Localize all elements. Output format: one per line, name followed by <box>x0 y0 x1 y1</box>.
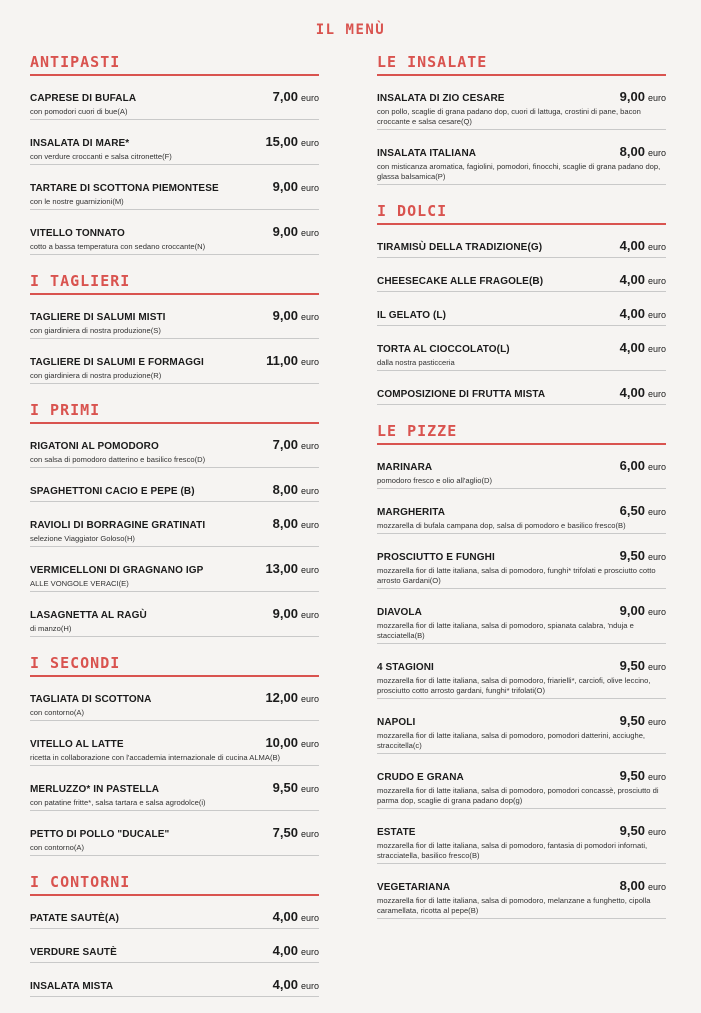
menu-item-name: NAPOLI <box>377 717 416 728</box>
menu-item-price-wrap <box>273 943 319 960</box>
menu-item-description: con patatine fritte*, salsa tartara e salsa agrodolce(i) <box>30 798 206 807</box>
menu-item-price-wrap <box>620 340 666 357</box>
menu-item-price-wrap <box>273 780 319 797</box>
menu-item-name: MARGHERITA <box>377 507 446 518</box>
menu-item-price-wrap <box>273 909 319 926</box>
menu-item <box>30 822 319 856</box>
menu-item <box>30 558 319 592</box>
menu-item-price: 9,00 <box>272 606 298 621</box>
menu-item <box>377 820 666 864</box>
menu-item <box>377 545 666 589</box>
currency-label: euro <box>647 389 666 399</box>
currency-label: euro <box>300 138 319 148</box>
menu-item <box>30 906 319 929</box>
menu-item <box>30 131 319 165</box>
menu-item-price-wrap <box>620 768 666 785</box>
currency-label: euro <box>647 607 666 617</box>
currency-label: euro <box>647 310 666 320</box>
menu-item-header <box>377 875 666 895</box>
menu-section-i-secondi <box>30 653 319 856</box>
menu-item-name: VERMICELLONI DI GRAGNANO IGP <box>30 565 204 576</box>
menu-item-header <box>30 434 319 454</box>
menu-item-name: PETTO DI POLLO "DUCALE" <box>30 829 170 840</box>
menu-item-header <box>377 765 666 785</box>
menu-item-description: con pollo, scaglie di grana padano dop, cuori di lattuga, crostini di pane, bacon croccante e salsa cesare(Q) <box>377 107 641 126</box>
menu-item-name: ESTATE <box>377 827 416 838</box>
menu-item-price-wrap <box>620 385 666 402</box>
menu-item-header <box>377 710 666 730</box>
menu-item-price-wrap <box>620 238 666 255</box>
menu-item-price: 13,00 <box>265 561 298 576</box>
menu-item-name: LASAGNETTA AL RAGÙ <box>30 610 147 621</box>
section-title: LE INSALATE <box>377 52 666 76</box>
section-title: I PRIMI <box>30 400 319 424</box>
menu-item-description: mozzarella fior di latte italiana, salsa di pomodoro, pomodori concassè, prosciutto di parma dop, scaglie di grana padano dop(g) <box>377 786 659 805</box>
currency-label: euro <box>300 981 319 991</box>
currency-label: euro <box>300 183 319 193</box>
currency-label: euro <box>647 462 666 472</box>
menu-item <box>30 603 319 637</box>
menu-item-description: pomodoro fresco e olio all'aglio(D) <box>377 476 492 485</box>
menu-item-price: 9,50 <box>619 823 645 838</box>
menu-item-price-wrap <box>620 823 666 840</box>
menu-item <box>377 141 666 185</box>
currency-label: euro <box>300 610 319 620</box>
menu-item-price-wrap <box>273 89 319 106</box>
menu-item-name: SPAGHETTONI CACIO E PEPE (B) <box>30 486 195 497</box>
menu-item-name: TORTA AL CIOCCOLATO(L) <box>377 344 510 355</box>
menu-item-name: RIGATONI AL POMODORO <box>30 441 159 452</box>
menu-item <box>30 479 319 502</box>
menu-item-header <box>377 303 666 323</box>
currency-label: euro <box>300 829 319 839</box>
section-title: I TAGLIERI <box>30 271 319 295</box>
menu-section-i-primi <box>30 400 319 637</box>
currency-label: euro <box>647 148 666 158</box>
menu-item-price: 9,00 <box>272 179 298 194</box>
menu-item-name: MARINARA <box>377 462 433 473</box>
menu-item-name: CAPRESE DI BUFALA <box>30 93 137 104</box>
menu-item <box>377 455 666 489</box>
currency-label: euro <box>647 276 666 286</box>
menu-item <box>30 86 319 120</box>
menu-item-price: 15,00 <box>265 134 298 149</box>
menu-item-name: CRUDO E GRANA <box>377 772 464 783</box>
menu-item <box>30 305 319 339</box>
menu-item <box>30 350 319 384</box>
menu-item-price: 9,50 <box>272 780 298 795</box>
menu-item-price: 9,50 <box>619 658 645 673</box>
menu-item <box>30 974 319 997</box>
menu-item-name: DIAVOLA <box>377 607 422 618</box>
menu-item-description: cotto a bassa temperatura con sedano croccante(N) <box>30 242 206 251</box>
menu-item-price: 8,00 <box>619 144 645 159</box>
left-column <box>30 52 319 1013</box>
menu-item-header <box>30 974 319 994</box>
menu-item-price-wrap <box>273 977 319 994</box>
currency-label: euro <box>300 947 319 957</box>
menu-item-name: IL GELATO (L) <box>377 310 447 321</box>
menu-item <box>377 269 666 292</box>
currency-label: euro <box>300 228 319 238</box>
menu-item-price: 8,00 <box>619 878 645 893</box>
currency-label: euro <box>300 739 319 749</box>
menu-item-price: 4,00 <box>619 306 645 321</box>
menu-item-price-wrap <box>265 690 319 707</box>
currency-label: euro <box>647 507 666 517</box>
menu-item-price-wrap <box>620 658 666 675</box>
menu-item-name: INSALATA DI ZIO CESARE <box>377 93 505 104</box>
menu-item-header <box>30 305 319 325</box>
menu-item-header <box>377 86 666 106</box>
currency-label: euro <box>300 357 319 367</box>
menu-item-price: 9,00 <box>272 224 298 239</box>
menu-item-description: con salsa di pomodoro datterino e basilico fresco(D) <box>30 455 206 464</box>
menu-item-description: di manzo(H) <box>30 624 72 633</box>
menu-item-header <box>377 455 666 475</box>
menu-item-name: VERDURE SAUTÈ <box>30 947 117 958</box>
menu-item <box>377 875 666 919</box>
menu-item-price-wrap <box>273 308 319 325</box>
menu-section-le-insalate <box>377 52 666 185</box>
menu-item-header <box>30 131 319 151</box>
menu-item-header <box>30 732 319 752</box>
menu-item-header <box>377 382 666 402</box>
menu-item-price: 7,00 <box>272 437 298 452</box>
menu-item-price-wrap <box>620 713 666 730</box>
menu-item <box>377 303 666 326</box>
menu-item <box>30 777 319 811</box>
menu-item-description: con pomodori cuori di bue(A) <box>30 107 128 116</box>
menu-item-price: 8,00 <box>272 516 298 531</box>
menu-item <box>377 600 666 644</box>
menu-item-price: 9,50 <box>619 713 645 728</box>
currency-label: euro <box>647 93 666 103</box>
menu-item-description: ricetta in collaborazione con l'accademia internazionale di cucina ALMA(B) <box>30 753 281 762</box>
menu-item-name: VITELLO AL LATTE <box>30 739 124 750</box>
menu-item-description: con verdure croccanti e salsa citronette(F) <box>30 152 172 161</box>
menu-item-header <box>30 906 319 926</box>
menu-item-header <box>30 221 319 241</box>
menu-item-description: con contorno(A) <box>30 843 85 852</box>
menu-item-header <box>377 655 666 675</box>
currency-label: euro <box>647 827 666 837</box>
menu-item-description: con giardiniera di nostra produzione(S) <box>30 326 161 335</box>
menu-item-header <box>377 600 666 620</box>
section-title: I SECONDI <box>30 653 319 677</box>
menu-section-i-dolci <box>377 201 666 405</box>
menu-item-description: con misticanza aromatica, fagiolini, pomodori, finocchi, scaglie di grana padano dop, glassa balsamica(P) <box>377 162 661 181</box>
menu-item-header <box>30 513 319 533</box>
menu-item-price: 4,00 <box>272 909 298 924</box>
menu-item-price-wrap <box>620 89 666 106</box>
menu-item-price: 9,00 <box>619 603 645 618</box>
currency-label: euro <box>647 662 666 672</box>
menu-item <box>30 940 319 963</box>
menu-item-name: INSALATA ITALIANA <box>377 148 477 159</box>
menu-item-name: 4 STAGIONI <box>377 662 434 673</box>
menu-item-price: 9,50 <box>619 768 645 783</box>
menu-item-price: 9,00 <box>272 308 298 323</box>
menu-item-header <box>30 687 319 707</box>
menu-item <box>377 765 666 809</box>
menu-item-header <box>377 337 666 357</box>
menu-item <box>377 235 666 258</box>
menu-item-header <box>30 86 319 106</box>
menu-item-price-wrap <box>273 224 319 241</box>
currency-label: euro <box>300 312 319 322</box>
menu-item <box>30 221 319 255</box>
menu-item-name: INSALATA MISTA <box>30 981 114 992</box>
menu-item <box>30 513 319 547</box>
menu-item-price-wrap <box>620 306 666 323</box>
currency-label: euro <box>647 882 666 892</box>
menu-section-le-pizze <box>377 421 666 919</box>
menu-item-description: con le nostre guarnizioni(M) <box>30 197 124 206</box>
menu-item-price: 10,00 <box>265 735 298 750</box>
currency-label: euro <box>300 565 319 575</box>
menu-item-name: TAGLIERE DI SALUMI E FORMAGGI <box>30 357 204 368</box>
menu-item-name: VITELLO TONNATO <box>30 228 125 239</box>
currency-label: euro <box>300 784 319 794</box>
menu-section-antipasti <box>30 52 319 255</box>
menu-item-price: 4,00 <box>619 238 645 253</box>
menu-item-description: selezione Viaggiator Goloso(H) <box>30 534 135 543</box>
menu-item-header <box>30 777 319 797</box>
menu-item-price-wrap <box>620 878 666 895</box>
menu-item-description: con contorno(A) <box>30 708 85 717</box>
menu-item-description: mozzarella fior di latte italiana, salsa di pomodoro, funghi* trifolati e prosciutto cotto arrosto Gardani(O) <box>377 566 656 585</box>
menu-item-price: 9,00 <box>619 89 645 104</box>
menu-item-header <box>377 820 666 840</box>
menu-item-price: 6,50 <box>619 503 645 518</box>
menu-item-header <box>377 141 666 161</box>
menu-item-name: TAGLIATA DI SCOTTONA <box>30 694 152 705</box>
currency-label: euro <box>647 242 666 252</box>
menu-item-price-wrap <box>273 482 319 499</box>
currency-label: euro <box>647 772 666 782</box>
menu-item <box>377 655 666 699</box>
currency-label: euro <box>300 441 319 451</box>
menu-section-i-taglieri <box>30 271 319 384</box>
menu-item-header <box>30 822 319 842</box>
section-title: ANTIPASTI <box>30 52 319 76</box>
menu-item <box>377 382 666 405</box>
menu-item-price: 8,00 <box>272 482 298 497</box>
right-column <box>377 52 666 935</box>
section-title: I CONTORNI <box>30 872 319 896</box>
menu-item-name: MERLUZZO* IN PASTELLA <box>30 784 160 795</box>
menu-item-price: 4,00 <box>272 977 298 992</box>
menu-item <box>30 687 319 721</box>
menu-item-price: 11,00 <box>266 353 298 368</box>
menu-section-i-contorni <box>30 872 319 997</box>
menu-item <box>30 434 319 468</box>
menu-item-header <box>377 500 666 520</box>
currency-label: euro <box>300 486 319 496</box>
menu-item-name: CHEESECAKE ALLE FRAGOLE(B) <box>377 276 544 287</box>
section-title: I DOLCI <box>377 201 666 225</box>
menu-item-price: 4,00 <box>619 272 645 287</box>
menu-item-price-wrap <box>620 144 666 161</box>
menu-item <box>377 710 666 754</box>
menu-item-price: 6,00 <box>619 458 645 473</box>
menu-item-description: mozzarella fior di latte italiana, salsa di pomodoro, spianata calabra, 'nduja e stacciatella(B) <box>377 621 634 640</box>
menu-item-price-wrap <box>265 735 319 752</box>
menu-item-header <box>377 545 666 565</box>
menu-item-header <box>30 176 319 196</box>
menu-item-price-wrap <box>620 503 666 520</box>
section-title: LE PIZZE <box>377 421 666 445</box>
menu-item-header <box>377 235 666 255</box>
currency-label: euro <box>300 93 319 103</box>
menu-item-description: ALLE VONGOLE VERACI(E) <box>30 579 129 588</box>
menu-item-price: 4,00 <box>619 340 645 355</box>
menu-item-name: TARTARE DI SCOTTONA PIEMONTESE <box>30 183 219 194</box>
menu-item-description: mozzarella fior di latte italiana, salsa di pomodoro, pomodori datterini, acciughe, straccitella(c) <box>377 731 646 750</box>
menu-item-price: 4,00 <box>272 943 298 958</box>
menu-item-name: VEGETARIANA <box>377 882 451 893</box>
currency-label: euro <box>647 717 666 727</box>
currency-label: euro <box>300 913 319 923</box>
menu-item-price-wrap <box>273 606 319 623</box>
menu-item-description: dalla nostra pasticceria <box>377 358 455 367</box>
menu-item-header <box>30 479 319 499</box>
menu-item-price-wrap <box>620 458 666 475</box>
menu-item-name: TAGLIERE DI SALUMI MISTI <box>30 312 166 323</box>
menu-item <box>377 500 666 534</box>
currency-label: euro <box>647 552 666 562</box>
menu-item-price-wrap <box>620 548 666 565</box>
menu-item-name: PROSCIUTTO E FUNGHI <box>377 552 495 563</box>
menu-item-name: RAVIOLI DI BORRAGINE GRATINATI <box>30 520 206 531</box>
menu-item-header <box>377 269 666 289</box>
menu-item-name: PATATE SAUTÈ(A) <box>30 913 120 924</box>
menu-item-description: mozzarella di bufala campana dop, salsa di pomodoro e basilico fresco(B) <box>377 521 626 530</box>
menu-item-header <box>30 940 319 960</box>
menu-item-description: con giardiniera di nostra produzione(R) <box>30 371 162 380</box>
menu-item-name: TIRAMISÙ DELLA TRADIZIONE(G) <box>377 242 543 253</box>
currency-label: euro <box>300 520 319 530</box>
menu-item-header <box>30 603 319 623</box>
menu-item-price: 7,50 <box>272 825 298 840</box>
menu-item <box>30 176 319 210</box>
menu-item-description: mozzarella fior di latte italiana, salsa di pomodoro, melanzane a funghetto, cipolla caramellata, ricotta al pepe(B) <box>377 896 651 915</box>
menu-item-price: 9,50 <box>619 548 645 563</box>
menu-item-price-wrap <box>273 825 319 842</box>
menu-item-price-wrap <box>273 179 319 196</box>
menu-item-price: 7,00 <box>272 89 298 104</box>
menu-item-description: mozzarella fior di latte italiana, salsa di pomodoro, fantasia di pomodori infornati, stracciatella, basilico fresco(B) <box>377 841 648 860</box>
menu-item-header <box>30 350 319 370</box>
menu-item <box>377 337 666 371</box>
menu-item-name: COMPOSIZIONE DI FRUTTA MISTA <box>377 389 546 400</box>
menu-item-header <box>30 558 319 578</box>
menu-item-price-wrap <box>273 516 319 533</box>
currency-label: euro <box>300 694 319 704</box>
menu-item-price-wrap <box>265 134 319 151</box>
menu-item <box>377 86 666 130</box>
menu-item-price-wrap <box>620 603 666 620</box>
menu-item-description: mozzarella fior di latte italiana, salsa di pomodoro, friarielli*, carciofi, olive leccino, prosciutto cotto arrosto gardani, funghi* trifolati(O) <box>377 676 651 695</box>
menu-item-price: 12,00 <box>265 690 298 705</box>
menu-item-price: 4,00 <box>619 385 645 400</box>
menu-item-name: INSALATA DI MARE* <box>30 138 130 149</box>
menu-item-price-wrap <box>266 353 319 370</box>
menu-item-price-wrap <box>273 437 319 454</box>
page-title: IL MENÙ <box>315 22 386 38</box>
menu-item <box>30 732 319 766</box>
menu-item-price-wrap <box>620 272 666 289</box>
currency-label: euro <box>647 344 666 354</box>
menu-item-price-wrap <box>265 561 319 578</box>
